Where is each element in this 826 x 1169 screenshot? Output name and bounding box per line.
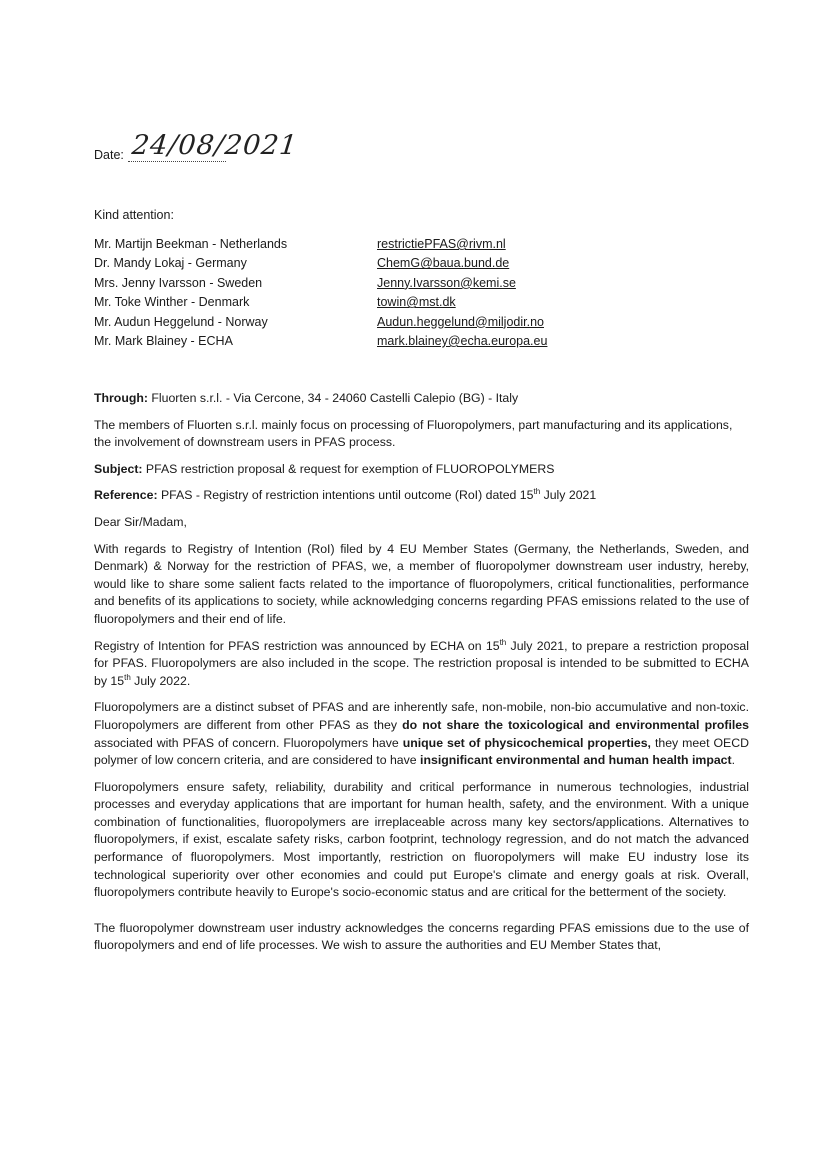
paragraph-downstream-industry: The fluoropolymer downstream user industry acknowledges the concerns regarding PFAS emissions due to the use of fluoropolymers and end of life processes. We wish to assure the authorities and EU Member States that, (94, 920, 749, 953)
paragraph-registry-part-b: July 2021, to prepare a restriction proposal for PFAS. Fluoropolymers are also included in the scope. The restriction proposal is intended to be submitted to ECHA by 15 (94, 638, 749, 688)
recipient-name: Mr. Toke Winther - Denmark (94, 295, 250, 310)
reference-label: Reference: (94, 488, 158, 503)
fp-bold-impact: insignificant environmental and human health impact (420, 753, 732, 768)
recipient-email-link[interactable]: restrictiePFAS@rivm.nl (377, 237, 506, 251)
paragraph-registry (94, 638, 749, 691)
recipient-name: Mr. Martijn Beekman - Netherlands (94, 237, 288, 251)
paragraph-registry-part-a: Registry of Intention for PFAS restriction was announced by ECHA on 15 (94, 638, 500, 653)
recipient-name: Mrs. Jenny Ivarsson - Sweden (94, 275, 263, 290)
through-label: Through: (94, 391, 148, 405)
recipient-name: Mr. Mark Blainey - ECHA (94, 333, 233, 348)
subject-line (94, 461, 749, 479)
recipient-row (94, 313, 594, 332)
date-dotted-line (128, 161, 226, 162)
recipient-row (94, 254, 594, 273)
paragraph-roi: With regards to Registry of Intention (RoI) filed by 4 EU Member States (Germany, the Netherlands, Sweden, and Denmark) & Norway for the restriction of PFAS, we, a member of fluoropolymer downstream user industry, hereby, would like to share some salient facts related to the importance of fluoropolymers, critical functionalities, performance and benefits of its applications to society, while acknowledging concerns regarding PFAS emissions related to the use of fluoropolymers and their end of life. (94, 541, 749, 626)
fp-bold-properties: unique set of physicochemical properties, (402, 735, 651, 750)
through-line (94, 390, 749, 408)
recipient-email-link[interactable]: Audun.heggelund@miljodir.no (377, 314, 544, 329)
reference-line (94, 487, 749, 505)
reference-sup: th (533, 487, 541, 497)
fp-bold-profiles: do not share the toxicological and environmental profiles (402, 717, 749, 732)
fp-part-g: . (731, 753, 736, 768)
reference-text-end: July 2021 (540, 488, 597, 503)
recipient-row (94, 235, 594, 254)
paragraph-registry-sup-1: th (499, 637, 507, 647)
paragraph-registry-sup-2: th (124, 672, 131, 682)
fp-part-e: they meet OECD polymer of low concern criteria, and are considered to have (94, 735, 749, 768)
date-line (94, 130, 494, 190)
date-label: Date: (94, 148, 124, 162)
fp-part-a: Fluoropolymers are a distinct subset of PFAS and are inherently safe, non-mobile, non-bio accumulative and non-toxic. Fluoropolymers are different from other PFAS as they (94, 700, 749, 732)
recipient-name: Dr. Mandy Lokaj - Germany (94, 256, 247, 271)
subject-text: PFAS restriction proposal & request for exemption of FLUOROPOLYMERS (142, 461, 555, 476)
recipient-list (94, 235, 594, 351)
fp-part-c: associated with PFAS of concern. Fluoropolymers have (94, 735, 403, 750)
through-text: Fluorten s.r.l. - Via Cercone, 34 - 24060 Castelli Calepio (BG) - Italy (147, 391, 519, 405)
salutation: Dear Sir/Madam, (94, 514, 187, 529)
members-paragraph: The members of Fluorten s.r.l. mainly focus on processing of Fluoropolymers, part manufacturing and its applications, the involvement of downstream users in PFAS process. (94, 417, 733, 450)
kind-attention-label: Kind attention: (94, 208, 174, 222)
handwritten-date: 24/08/2021 (130, 130, 300, 161)
recipient-email-link[interactable]: mark.blainey@echa.europa.eu (377, 333, 548, 348)
recipient-email-link[interactable]: towin@mst.dk (377, 295, 456, 310)
letter-body (94, 390, 749, 964)
recipient-email-link[interactable]: Jenny.Ivarsson@kemi.se (377, 275, 516, 290)
subject-label: Subject: (94, 461, 143, 476)
paragraph-registry-part-c: July 2022. (130, 673, 191, 688)
recipient-row (94, 274, 594, 293)
paragraph-fluoropolymers-safe (94, 699, 749, 769)
reference-text: PFAS - Registry of restriction intentions until outcome (RoI) dated 15 (157, 488, 534, 503)
recipient-row (94, 332, 594, 351)
paragraph-fluoropolymers-ensure: Fluoropolymers ensure safety, reliability, durability and critical performance in numerous technologies, industrial processes and everyday applications that are important for human health, safety, and the environment. With a unique combination of functionalities, fluoropolymers are irreplaceable across many key sectors/applications. Alternatives to fluoropolymers, if exist, escalate safety risks, carbon footprint, technology regression, and do not match the advanced performance of fluoropolymers. Most importantly, restriction on fluoropolymers will make EU industry lose its technological superiority over other economies and could put Europe's climate and energy goals at risk. Overall, fluoropolymers contribute heavily to Europe's socio-economic status and are critical for the betterment of the society. (94, 779, 749, 900)
recipient-email-link[interactable]: ChemG@baua.bund.de (377, 256, 510, 271)
recipient-row (94, 293, 594, 312)
recipient-name: Mr. Audun Heggelund - Norway (94, 314, 268, 329)
